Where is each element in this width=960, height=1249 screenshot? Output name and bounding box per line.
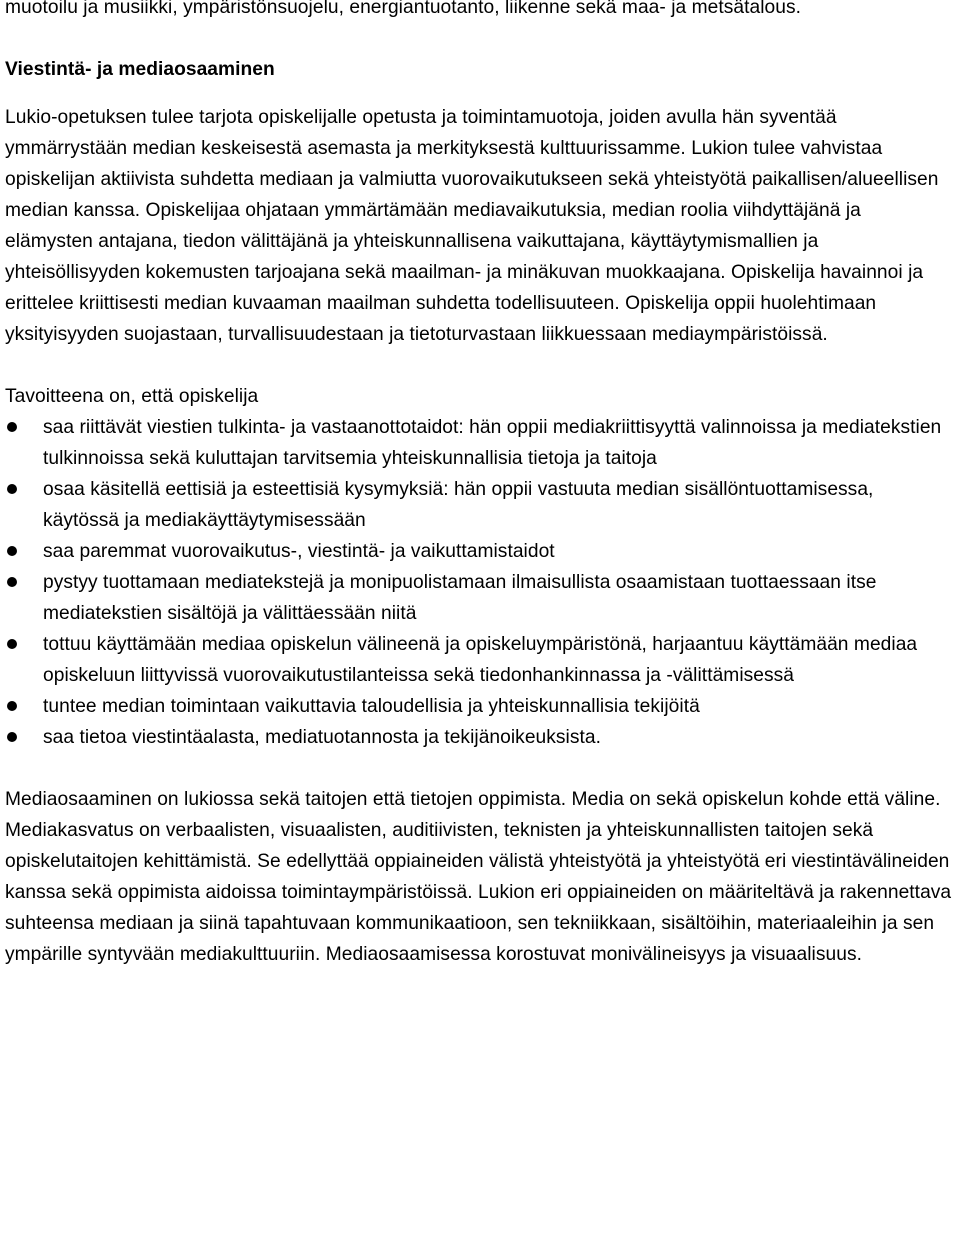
document-page xyxy=(5,0,953,970)
bullet-icon xyxy=(7,422,17,432)
list-item-text: saa tietoa viestintäalasta, mediatuotannosta ja tekijänoikeuksista. xyxy=(43,727,601,748)
list-item xyxy=(43,536,953,567)
list-item-text: osaa käsitellä eettisiä ja esteettisiä kysymyksiä: hän oppii vastuuta median sisällöntuottamisessa, käytössä ja mediakäyttäytymisessään xyxy=(43,479,874,531)
section-paragraph: Lukio-opetuksen tulee tarjota opiskelijalle opetusta ja toimintamuotoja, joiden avulla hän syventää ymmärrystään median keskeisestä asemasta ja merkityksestä kulttuurissamme. Lukion tulee vahvistaa opiskelijan aktiivista suhdetta mediaan ja valmiutta vuorovaikutukseen sekä yhteistyötä paikallisen/alueellisen median kanssa. Opiskelijaa ohjataan ymmärtämään mediavaikutuksia, median roolia viihdyttäjänä ja elämysten antajana, tiedon välittäjänä ja yhteiskunnallisena vaikuttajana, käyttäytymismallien ja yhteisöllisyyden kokemusten tarjoajana sekä maailman- ja minäkuvan muokkaajana. Opiskelija havainnoi ja erittelee kriittisesti median kuvaaman maailman suhdetta todellisuuteen. Opiskelija oppii huolehtimaan yksityisyyden suojastaan, turvallisuudestaan ja tietoturvastaan liikkuessaan mediaympäristöissä. xyxy=(5,107,939,345)
section-heading: Viestintä- ja mediaosaaminen xyxy=(5,59,275,80)
list-item-text: pystyy tuottamaan mediatekstejä ja monipuolistamaan ilmaisullista osaamistaan tuottaessaan itse mediatekstien sisältöjä ja välittäessään niitä xyxy=(43,572,877,624)
goals-intro: Tavoitteena on, että opiskelija xyxy=(5,386,259,407)
closing-paragraph: Mediaosaaminen on lukiossa sekä taitojen että tietojen oppimista. Media on sekä opiskelun kohde että väline. Mediakasvatus on verbaalisten, visuaalisten, auditiivisten, teknisten ja yhteiskunnallisten taitojen sekä opiskelutaitojen kehittämistä. Se edellyttää oppiaineiden välistä yhteistyötä ja yhteistyötä eri viestintävälineiden kanssa sekä oppimista aidoissa toimintaympäristöissä. Lukion eri oppiaineiden on määriteltävä ja rakennettava suhteensa mediaan ja siinä tapahtuvaan kommunikaatioon, sen tekniikkaan, sisältöihin, materiaaleihin ja sen ympärille syntyvään mediakulttuuriin. Mediaosaamisessa korostuvat monivälineisyys ja visuaalisuus. xyxy=(5,789,952,965)
list-item xyxy=(43,567,953,629)
list-item-text: saa riittävät viestien tulkinta- ja vastaanottotaidot: hän oppii mediakriittisyyttä valinnoissa ja mediatekstien tulkinnoissa sekä kuluttajan tarvitsemia yhteiskunnallisia tietoja ja taitoja xyxy=(43,417,942,469)
bullet-icon xyxy=(7,484,17,494)
list-item xyxy=(43,412,953,474)
list-item-text: tottuu käyttämään mediaa opiskelun välineenä ja opiskeluympäristönä, harjaantuu käyttämään mediaa opiskeluun liittyvissä vuorovaikutustilanteissa sekä tiedonhankinnassa ja -välittämisessä xyxy=(43,634,918,686)
bullet-icon xyxy=(7,701,17,711)
list-item xyxy=(43,722,953,753)
bullet-icon xyxy=(7,639,17,649)
bullet-icon xyxy=(7,732,17,742)
intro-fragment: muotoilu ja musiikki, ympäristönsuojelu, energiantuotanto, liikenne sekä maa- ja metsätalous. xyxy=(5,0,802,18)
list-item xyxy=(43,474,953,536)
list-item xyxy=(43,629,953,691)
bullet-icon xyxy=(7,577,17,587)
list-item-text: saa paremmat vuorovaikutus-, viestintä- ja vaikuttamistaidot xyxy=(43,541,555,562)
list-item xyxy=(43,691,953,722)
goals-list xyxy=(5,412,953,753)
list-item-text: tuntee median toimintaan vaikuttavia taloudellisia ja yhteiskunnallisia tekijöitä xyxy=(43,696,700,717)
bullet-icon xyxy=(7,546,17,556)
